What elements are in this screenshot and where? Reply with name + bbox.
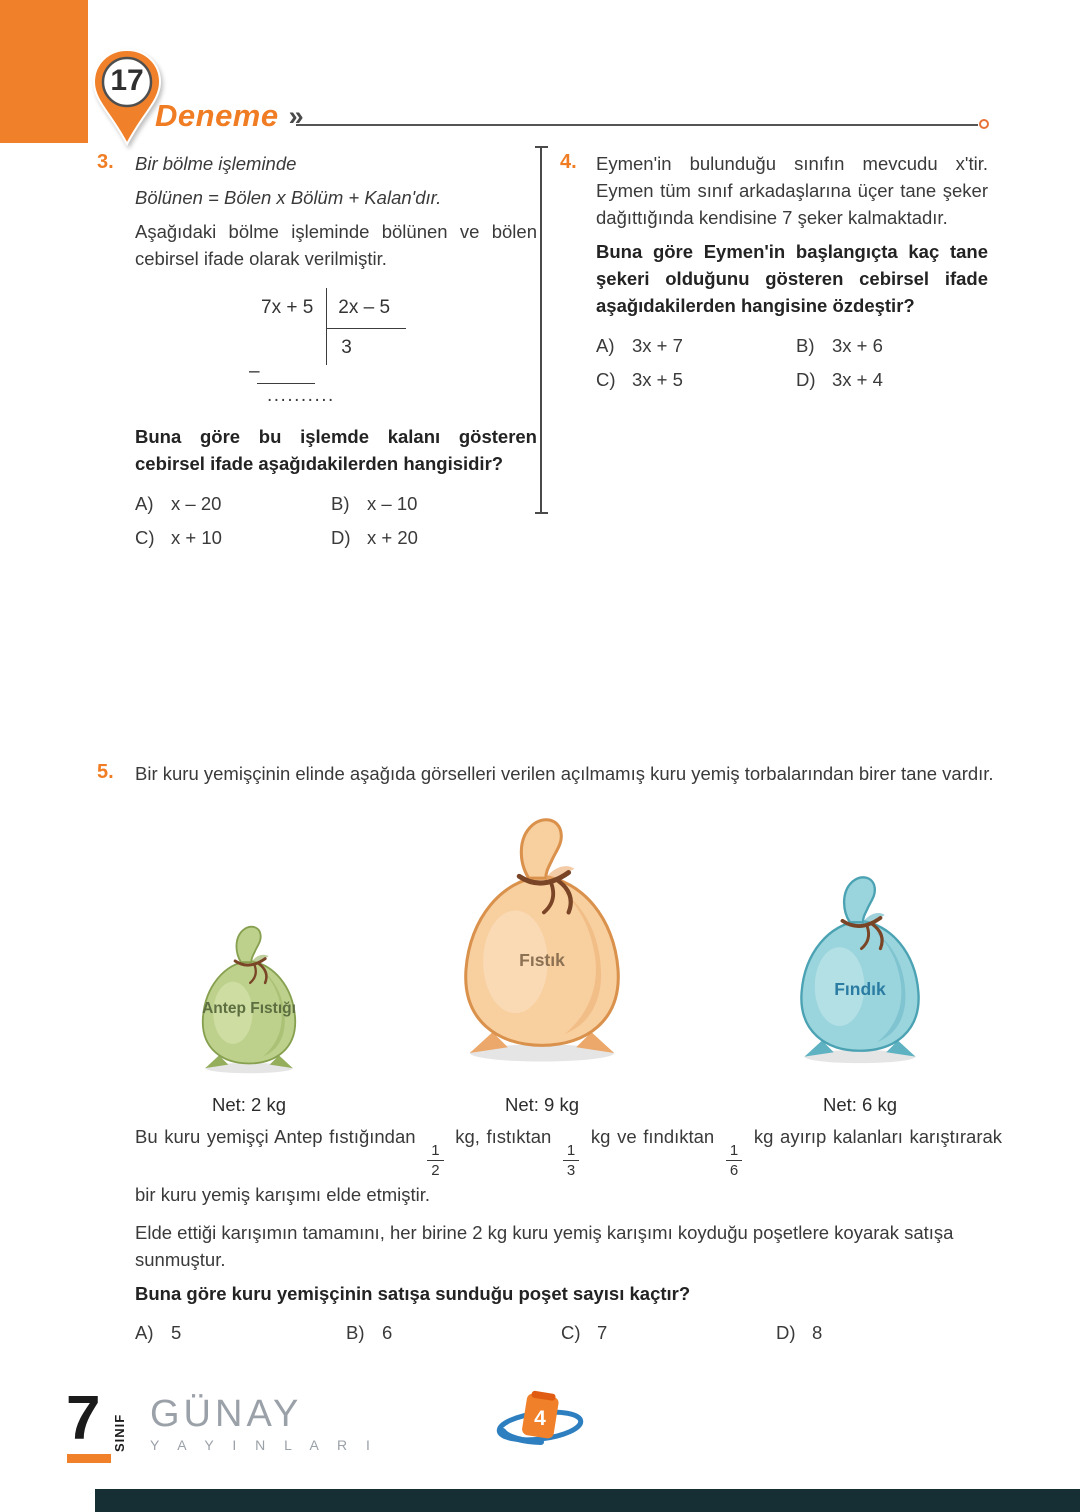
division-right-cell [326,288,406,365]
publisher-logo [150,1394,377,1453]
page-number-marker [490,1390,590,1454]
fraction-numerator: 1 [563,1143,579,1161]
option-label: C) [596,369,616,390]
option-label: D) [796,369,816,390]
bag-icon [447,798,637,1080]
question-4-body: Eymen'in bulunduğu sınıfın mevcudu x'tir. Eymen tüm sınıf arkadaşlarına üçer tane şeker dağıttığında kendisine 7 şeker kalmaktadır. [596,153,988,228]
option-value: 7 [597,1322,608,1343]
option-value: 3x + 5 [632,369,683,390]
option-value: x – 20 [171,493,222,514]
option-label: B) [796,335,815,356]
option-label: A) [135,493,154,514]
option-d [776,1319,1002,1346]
title-chevrons-icon: » [288,100,304,131]
fraction-one-sixth [726,1143,742,1178]
grade-underline [67,1454,111,1463]
corner-accent [0,0,88,143]
option-value: 8 [812,1322,823,1343]
q5-p1-post: kg ayırıp kalanları karıştırarak bir kuru yemiş karışımı elde etmiştir. [135,1126,1003,1205]
test-title: Deneme [155,98,279,133]
option-c [135,524,331,551]
option-a [135,1319,346,1346]
header-title-row [155,98,304,134]
fraction-denominator: 2 [431,1162,440,1179]
question-4-stem: Buna göre Eymen'in başlangıçta kaç tane şekeri olduğunu gösteren cebirsel ifade aşağıdakilerden hangisine özdeştir? [596,241,988,316]
option-value: 6 [382,1322,393,1343]
option-c [596,366,796,393]
division-quotient: 3 [341,337,352,358]
option-b [796,332,988,359]
bag-findik [787,860,933,1078]
division-minus-sign: – [249,361,260,382]
question-5-stem: Buna göre kuru yemişçinin satışa sunduğu poşet sayısı kaçtır? [135,1283,691,1304]
bag-images [135,794,1002,1120]
net-weight-label: Net: 9 kg [504,1094,580,1115]
option-value: 5 [171,1322,182,1343]
fraction-one-third [563,1143,579,1178]
footer-bar [95,1489,1080,1512]
option-value: x + 10 [171,527,222,548]
option-label: B) [331,493,350,514]
option-value: 3x + 7 [632,335,683,356]
fraction-denominator: 6 [729,1162,739,1179]
bag-label: Antep Fıstığı [202,1000,296,1017]
option-value: x – 10 [367,493,418,514]
bag-icon [787,860,933,1078]
net-weight-label: Net: 2 kg [211,1094,287,1115]
question-5-number: 5. [97,761,114,783]
option-label: A) [596,335,615,356]
question-5 [97,760,1002,1346]
bag-label: Fındık [834,978,886,999]
question-3-stem: Buna göre bu işlemde kalanı gösteren cebirsel ifade aşağıdakilerden hangisidir? [135,426,537,474]
bag-antep-fistigi [190,923,308,1075]
division-remainder-dots: .......... [267,385,335,406]
grade-sinif-label: SINIF [112,1413,127,1452]
option-value: 3x + 4 [832,369,883,390]
option-d [796,366,988,393]
fraction-denominator: 3 [566,1162,576,1179]
option-label: B) [346,1322,365,1343]
q5-p1-mid2: kg ve fındıktan [590,1126,715,1147]
column-divider [540,146,542,514]
fraction-numerator: 1 [726,1143,742,1161]
grade-number: 7 [66,1384,99,1453]
division-diagram [249,288,537,406]
header-rule-end-dot [979,119,989,129]
division-subtraction-line [257,383,315,384]
bag-label: Fıstık [519,950,565,971]
option-label: A) [135,1322,154,1343]
header-rule [296,124,978,126]
question-4-options [596,332,988,393]
publisher-name: GÜNAY [150,1393,303,1435]
q5-p1-pre: Bu kuru yemişçi Antep fıstığından [135,1126,416,1147]
question-3-number: 3. [97,151,114,173]
fraction-numerator: 1 [427,1143,443,1161]
pin-icon [90,48,164,148]
question-5-paragraph-1 [135,1120,1002,1212]
question-3-intro-line2: Bölünen = Bölen x Bölüm + Kalan'dır. [135,187,442,208]
question-5-intro: Bir kuru yemişçinin elinde aşağıda görselleri verilen açılmamış kuru yemiş torbalarından birer tane vardır. [135,763,994,784]
publisher-subtitle: Y A Y I N L A R I [150,1437,378,1453]
question-4-number: 4. [560,151,577,173]
question-3-body: Aşağıdaki bölme işleminde bölünen ve bölen cebirsel ifade olarak verilmiştir. [135,221,537,269]
test-number: 17 [110,64,144,97]
question-5-paragraph-2: Elde ettiği karışımın tamamını, her birine 2 kg kuru yemiş karışımı koyduğu poşetlere koyarak satışa sunmuştur. [135,1222,954,1270]
q5-p1-mid1: kg, fıstıktan [455,1126,552,1147]
bag-fistik [447,798,637,1080]
option-b [331,490,537,517]
option-c [561,1319,776,1346]
test-number-pin [90,48,164,148]
division-divisor: 2x – 5 [327,288,406,329]
fraction-one-half [427,1143,443,1178]
option-a [135,490,331,517]
option-label: D) [331,527,351,548]
option-label: C) [561,1322,581,1343]
option-label: C) [135,527,155,548]
question-3-intro-line1: Bir bölme işleminde [135,153,297,174]
net-weight-label: Net: 6 kg [822,1094,898,1115]
option-value: 3x + 6 [832,335,883,356]
option-a [596,332,796,359]
option-b [346,1319,561,1346]
division-dividend: 7x + 5 [261,297,314,318]
option-d [331,524,537,551]
question-5-options [135,1319,1002,1346]
question-3-options [135,490,537,551]
question-3 [97,150,537,551]
option-label: D) [776,1322,796,1343]
option-value: x + 20 [367,527,418,548]
question-4 [560,150,988,393]
grade-logo [66,1384,146,1470]
page-number: 4 [534,1407,546,1430]
